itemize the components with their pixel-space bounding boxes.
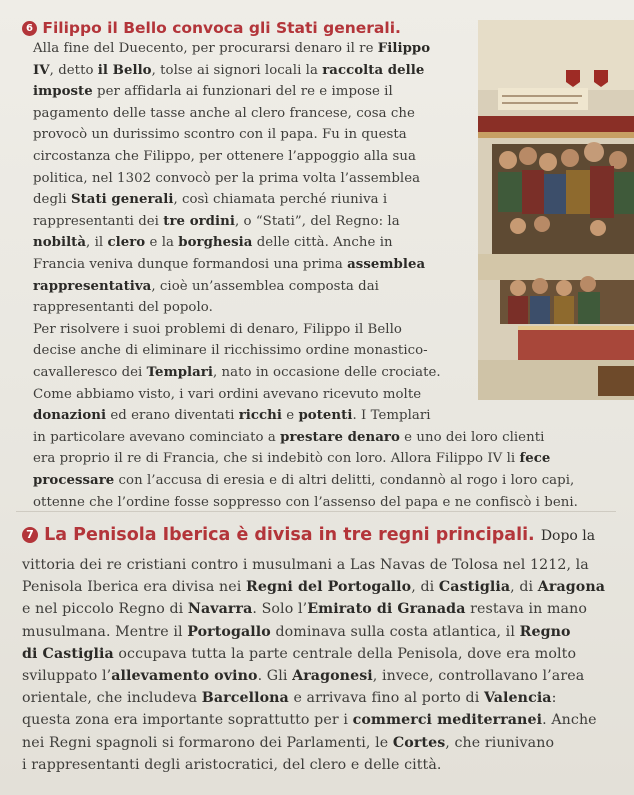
text-run: orientale, che includeva bbox=[22, 690, 202, 707]
bold-term: imposte bbox=[33, 84, 93, 100]
text-run: , detto bbox=[49, 62, 98, 78]
text-line bbox=[22, 754, 442, 776]
section-6-heading bbox=[22, 19, 401, 37]
text-run: Per risolvere i suoi problemi di denaro, Filippo il Bello bbox=[33, 321, 402, 337]
bold-term: prestare denaro bbox=[280, 429, 400, 445]
section-7-heading bbox=[22, 525, 595, 545]
bold-term: processare bbox=[33, 473, 115, 488]
text-line bbox=[33, 297, 213, 319]
text-run: , nato in occasione delle crociate. bbox=[212, 365, 441, 380]
text-line bbox=[33, 146, 416, 168]
bold-term: Cortes bbox=[392, 734, 446, 751]
bold-term: donazioni bbox=[33, 408, 107, 424]
text-run: e uno dei loro clienti bbox=[399, 429, 545, 445]
text-line bbox=[22, 598, 587, 620]
text-run: degli bbox=[33, 192, 71, 208]
text-run: Alla fine del Duecento, per procurarsi denaro il re bbox=[33, 41, 378, 56]
bold-term: commerci mediterranei bbox=[352, 712, 543, 729]
text-run: e arrivava fino al porto di bbox=[288, 690, 484, 707]
text-line bbox=[33, 254, 425, 276]
text-run: e nel piccolo Regno di bbox=[22, 601, 188, 618]
bold-term: IV bbox=[33, 62, 50, 78]
bold-term: Valencia bbox=[483, 690, 552, 707]
text-run: e la bbox=[145, 235, 179, 251]
text-line bbox=[33, 405, 431, 427]
text-line bbox=[22, 665, 584, 687]
text-run: provocò un durissimo scontro con il papa. Fu in questa bbox=[33, 127, 407, 143]
text-line bbox=[33, 103, 415, 125]
medieval-assembly-illustration bbox=[478, 20, 634, 400]
text-run: sviluppato l’ bbox=[22, 668, 112, 684]
text-run: musulmana. Mentre il bbox=[22, 623, 188, 640]
bold-term: Aragona bbox=[537, 579, 606, 596]
text-run: Penisola Iberica era divisa nei bbox=[22, 579, 246, 596]
section-title: Filippo il Bello convoca gli Stati generali. bbox=[42, 19, 401, 37]
text-run: cavalleresco dei bbox=[33, 365, 147, 380]
text-run: rappresentanti del popolo. bbox=[33, 300, 213, 316]
text-run: in particolare avevano cominciato a bbox=[33, 429, 281, 445]
bold-term: assemblea bbox=[347, 257, 426, 272]
text-line bbox=[22, 621, 571, 643]
text-run: pagamento delle tasse anche al clero francese, cosa che bbox=[33, 105, 415, 121]
text-run: rappresentanti dei bbox=[33, 213, 164, 229]
text-run: , tolse ai signori locali la bbox=[151, 62, 323, 78]
text-run: circostanza che Filippo, per ottenere l’appoggio alla sua bbox=[33, 149, 417, 164]
text-run: . Gli bbox=[257, 668, 293, 684]
bold-term: Barcellona bbox=[201, 690, 289, 707]
text-run: . Anche bbox=[542, 712, 597, 729]
bold-term: Portogallo bbox=[187, 623, 271, 640]
text-line bbox=[33, 362, 441, 384]
text-run: , di bbox=[510, 579, 538, 596]
text-run: restava in mano bbox=[465, 601, 587, 618]
text-run: : bbox=[551, 690, 557, 707]
text-run: , così chiamata perché riuniva i bbox=[173, 192, 388, 208]
text-line bbox=[33, 38, 430, 60]
text-run: vittoria dei re cristiani contro i musulmani a Las Navas de Tolosa nel 1212, la bbox=[22, 557, 589, 573]
text-line bbox=[33, 384, 421, 406]
text-line bbox=[33, 81, 393, 103]
section-title-tail: Dopo la bbox=[540, 528, 596, 544]
section-divider bbox=[16, 511, 616, 512]
bold-term: fece bbox=[519, 451, 551, 467]
text-line bbox=[33, 470, 574, 492]
text-run: , di bbox=[411, 579, 439, 596]
text-line bbox=[33, 276, 379, 298]
text-run: , il bbox=[86, 235, 108, 251]
text-line bbox=[22, 554, 589, 576]
bold-term: clero bbox=[107, 235, 146, 251]
text-run: , o “Stati”, del Regno: la bbox=[234, 213, 400, 229]
text-run: Francia veniva dunque formandosi una prima bbox=[33, 257, 348, 272]
text-run: ed erano diventati bbox=[106, 408, 239, 424]
text-run: per affidarla ai funzionari del re e impose il bbox=[92, 84, 393, 100]
bold-term: ricchi bbox=[238, 408, 282, 424]
text-line bbox=[33, 427, 544, 449]
bold-term: Emirato di Granada bbox=[307, 601, 466, 618]
bold-term: allevamento ovino bbox=[111, 668, 258, 684]
text-line bbox=[33, 211, 400, 233]
text-run: era proprio il re di Francia, che si indebitò con loro. Allora Filippo IV li bbox=[33, 451, 520, 467]
bold-term: borghesia bbox=[178, 235, 253, 251]
text-line bbox=[22, 709, 597, 731]
section-title: La Penisola Iberica è divisa in tre regni principali. bbox=[44, 525, 535, 545]
bold-term: Castiglia bbox=[438, 579, 511, 596]
bold-term: Filippo bbox=[377, 41, 431, 56]
text-run: , invece, controllavano l’area bbox=[372, 668, 585, 684]
text-run: , che riunivano bbox=[445, 734, 555, 751]
bold-term: di Castiglia bbox=[22, 645, 114, 662]
bold-term: nobiltà bbox=[33, 235, 87, 251]
text-line bbox=[33, 319, 402, 341]
text-line bbox=[22, 643, 576, 665]
text-run: . Solo l’ bbox=[252, 601, 308, 618]
text-run: questa zona era importante soprattutto per i bbox=[22, 712, 353, 729]
text-line bbox=[22, 687, 557, 709]
text-run: occupava tutta la parte centrale della Penisola, dove era molto bbox=[113, 645, 577, 662]
bold-term: raccolta delle bbox=[322, 62, 425, 78]
bold-term: Aragonesi bbox=[292, 668, 373, 684]
text-run: ottenne che l’ordine fosse soppresso con l’assenso del papa e ne confiscò i beni. bbox=[33, 494, 578, 510]
text-run: politica, nel 1302 convocò per la prima volta l’assemblea bbox=[33, 170, 421, 186]
text-run: con l’accusa di eresia e di altri delitti, condannò al rogo i loro capi, bbox=[114, 473, 575, 488]
bold-term: Stati generali bbox=[70, 192, 174, 208]
text-run: Come abbiamo visto, i vari ordini avevano ricevuto molte bbox=[33, 386, 422, 402]
bold-term: rappresentativa bbox=[33, 278, 152, 294]
text-run: delle città. Anche in bbox=[252, 235, 393, 251]
text-line bbox=[33, 168, 420, 190]
bold-term: Templari bbox=[146, 365, 213, 380]
text-run: dominava sulla costa atlantica, il bbox=[270, 623, 520, 640]
bold-term: potenti bbox=[298, 408, 353, 424]
text-line bbox=[33, 232, 393, 254]
text-run: i rappresentanti degli aristocratici, del clero e delle città. bbox=[22, 756, 442, 773]
bold-term: Navarra bbox=[187, 601, 253, 618]
text-line bbox=[33, 448, 550, 470]
section-number-badge: 7 bbox=[22, 527, 38, 543]
bold-term: Regno bbox=[519, 623, 571, 640]
text-run: , cioè un’assemblea composta dai bbox=[151, 278, 379, 294]
bold-term: Regni del Portogallo bbox=[245, 579, 412, 596]
text-line bbox=[33, 340, 428, 362]
text-run: nei Regni spagnoli si formarono dei Parlamenti, le bbox=[22, 734, 393, 751]
text-line bbox=[33, 189, 387, 211]
text-run: e bbox=[281, 408, 299, 424]
text-line bbox=[33, 124, 407, 146]
section-number-badge: 6 bbox=[22, 21, 37, 36]
text-line bbox=[33, 60, 424, 82]
text-run: . I Templari bbox=[352, 408, 431, 424]
text-line bbox=[22, 732, 554, 754]
text-line bbox=[22, 576, 605, 598]
bold-term: tre ordini bbox=[163, 213, 235, 229]
bold-term: il Bello bbox=[97, 62, 152, 78]
text-run: decise anche di eliminare il ricchissimo ordine monastico- bbox=[33, 343, 428, 359]
